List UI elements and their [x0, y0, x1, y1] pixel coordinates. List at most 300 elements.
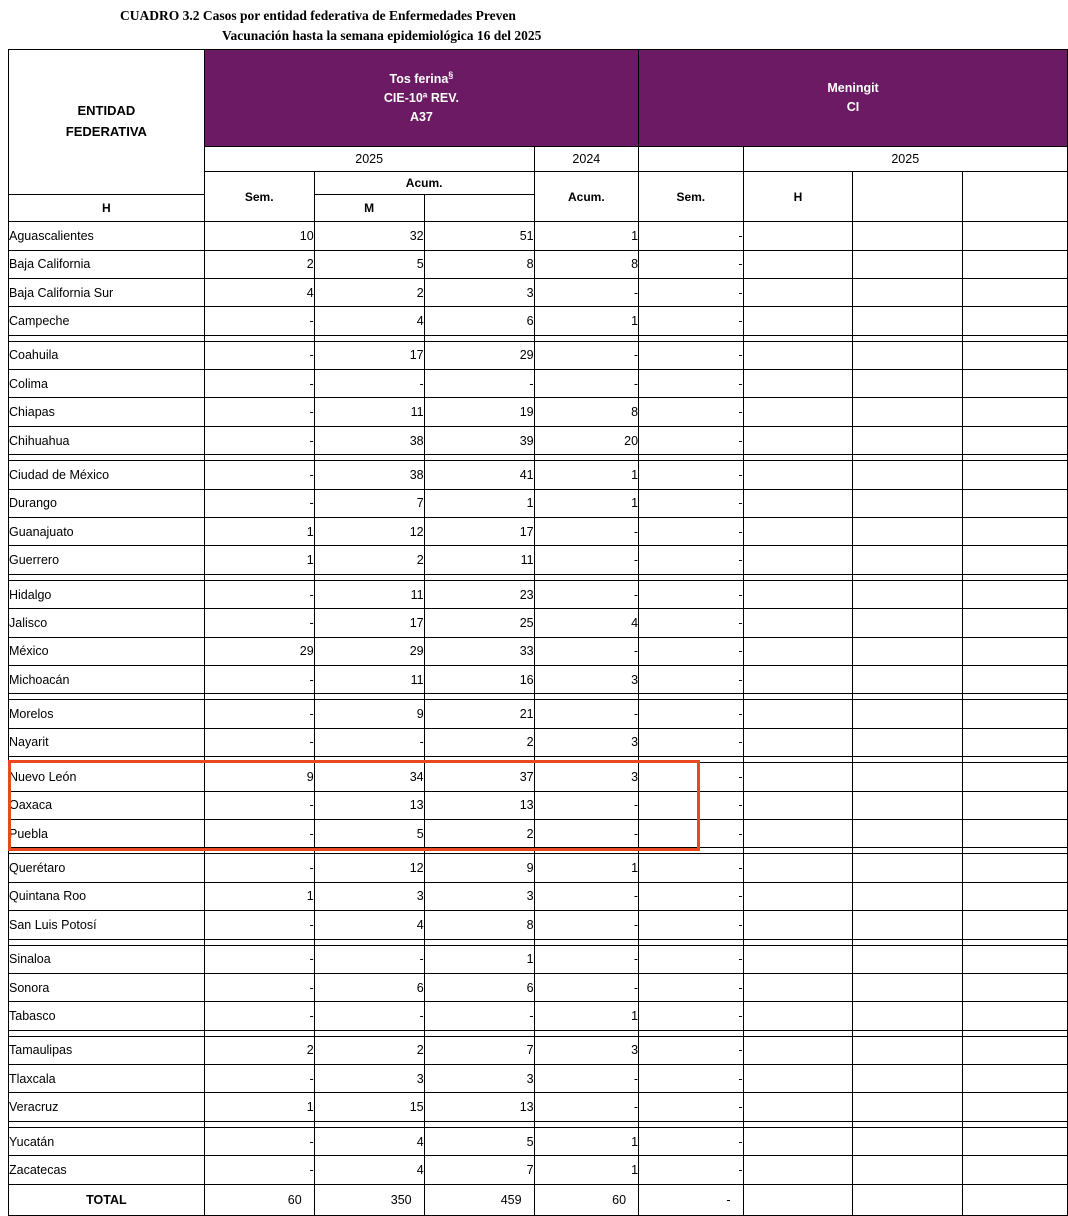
cell-acum-meningitis — [963, 854, 1068, 882]
cell-acum-2024-tos: 3 — [534, 728, 638, 756]
cell-m-meningitis — [853, 222, 963, 250]
cell-acum-2024-tos: 3 — [534, 1036, 638, 1064]
cell-h-meningitis — [743, 341, 853, 369]
cell-m-meningitis — [853, 637, 963, 665]
cell-m-tos: 13 — [424, 1093, 534, 1121]
title-line-2: Vacunación hasta la semana epidemiológica 16 del 2025 — [222, 27, 542, 43]
cell-h-meningitis — [743, 1093, 853, 1121]
cell-sem-tos: - — [204, 819, 314, 847]
title-line-1: CUADRO 3.2 Casos por entidad federativa de Enfermedades Preven — [120, 8, 516, 23]
cell-m-tos: 25 — [424, 609, 534, 637]
cell-sem-meningitis: - — [639, 665, 743, 693]
cell-m-tos: 6 — [424, 307, 534, 335]
cell-h-tos: 12 — [314, 518, 424, 546]
cell-m-meningitis — [853, 665, 963, 693]
cell-entidad: Sinaloa — [9, 945, 205, 973]
cell-sem-meningitis: - — [639, 791, 743, 819]
cell-h-tos: 7 — [314, 489, 424, 517]
cell-sem-tos: - — [204, 461, 314, 489]
cell-m-meningitis — [853, 700, 963, 728]
table-row — [9, 609, 1068, 637]
header-acum-meningitis — [963, 172, 1068, 222]
cell-m-meningitis — [853, 854, 963, 882]
cell-sem-tos: - — [204, 370, 314, 398]
cell-m-meningitis — [853, 911, 963, 939]
cell-sem-meningitis: - — [639, 1065, 743, 1093]
cell-h-tos: 11 — [314, 665, 424, 693]
cell-h-tos: 2 — [314, 1036, 424, 1064]
cell-entidad: Oaxaca — [9, 791, 205, 819]
cell-acum-meningitis — [963, 222, 1068, 250]
cell-m-tos: 37 — [424, 763, 534, 791]
cell-m-tos: 39 — [424, 426, 534, 454]
cell-acum-meningitis — [963, 546, 1068, 574]
cell-sem-tos: 4 — [204, 278, 314, 306]
cell-entidad: Zacatecas — [9, 1156, 205, 1184]
cell-h-meningitis — [743, 637, 853, 665]
cell-sem-meningitis: - — [639, 222, 743, 250]
table-header — [9, 50, 1068, 222]
cell-h-meningitis — [743, 882, 853, 910]
cell-sem-meningitis: - — [639, 728, 743, 756]
cell-m-meningitis — [853, 1036, 963, 1064]
header-sem-meningitis: Sem. — [639, 172, 743, 222]
cell-sem-tos: - — [204, 911, 314, 939]
cell-sem-tos: - — [204, 426, 314, 454]
cell-sem-tos: 2 — [204, 250, 314, 278]
cell-acum-2024-tos: - — [534, 791, 638, 819]
cell-sem-meningitis: - — [639, 1093, 743, 1121]
cell-sem-meningitis: - — [639, 426, 743, 454]
header-m-tos: M — [314, 195, 424, 222]
cell-m-tos: 41 — [424, 461, 534, 489]
cell-h-meningitis — [743, 518, 853, 546]
cell-entidad: Sonora — [9, 973, 205, 1001]
cell-h-meningitis — [743, 580, 853, 608]
table-row — [9, 819, 1068, 847]
header-entidad-federativa — [9, 50, 205, 195]
cell-sem-meningitis: - — [639, 341, 743, 369]
footnote-marker: § — [448, 70, 454, 81]
cell-acum-2024-tos: - — [534, 580, 638, 608]
cell-m-tos: 3 — [424, 882, 534, 910]
cell-m-tos: 13 — [424, 791, 534, 819]
cell-m-tos: - — [424, 370, 534, 398]
cell-acum-meningitis — [963, 1156, 1068, 1184]
cell-entidad: Durango — [9, 489, 205, 517]
cell-sem-meningitis: - — [639, 461, 743, 489]
cell-sem-tos: - — [204, 700, 314, 728]
cell-m-meningitis — [853, 945, 963, 973]
cell-sem-tos: - — [204, 1127, 314, 1155]
header-h-tos: H — [9, 195, 205, 222]
cell-acum-2024-tos: - — [534, 1065, 638, 1093]
cell-acum-2024-tos: - — [534, 882, 638, 910]
total-m-meningitis — [853, 1184, 963, 1215]
cell-m-tos: 51 — [424, 222, 534, 250]
cell-m-meningitis — [853, 609, 963, 637]
cell-m-meningitis — [853, 278, 963, 306]
cell-m-meningitis — [853, 791, 963, 819]
cell-h-tos: 15 — [314, 1093, 424, 1121]
table-row — [9, 222, 1068, 250]
cuadro-3-2-table — [8, 49, 1068, 1216]
cell-sem-meningitis: - — [639, 546, 743, 574]
cell-h-tos: 9 — [314, 700, 424, 728]
table-row — [9, 461, 1068, 489]
cell-acum-meningitis — [963, 945, 1068, 973]
cell-entidad: Querétaro — [9, 854, 205, 882]
cell-entidad: Tlaxcala — [9, 1065, 205, 1093]
cell-acum-2024-tos: 8 — [534, 398, 638, 426]
group-code-tos-ferina: A37 — [409, 110, 433, 125]
cell-acum-meningitis — [963, 250, 1068, 278]
cell-acum-2024-tos: - — [534, 1093, 638, 1121]
cell-acum-2024-tos: 8 — [534, 250, 638, 278]
cell-acum-2024-tos: 20 — [534, 426, 638, 454]
cell-sem-tos: - — [204, 665, 314, 693]
cell-sem-tos: - — [204, 791, 314, 819]
cell-sem-meningitis: - — [639, 763, 743, 791]
cell-acum-meningitis — [963, 700, 1068, 728]
cell-acum-2024-tos: 4 — [534, 609, 638, 637]
cell-m-meningitis — [853, 307, 963, 335]
cell-entidad: Baja California Sur — [9, 278, 205, 306]
table-row — [9, 580, 1068, 608]
group-name-meningitis: Meningit — [827, 81, 879, 96]
page-title — [0, 0, 720, 49]
cell-m-tos: 19 — [424, 398, 534, 426]
header-group-meningitis — [639, 50, 1068, 147]
cell-acum-2024-tos: - — [534, 819, 638, 847]
cell-m-meningitis — [853, 461, 963, 489]
header-year-2025-meningitis: 2025 — [743, 147, 1067, 172]
cell-entidad: Quintana Roo — [9, 882, 205, 910]
cell-sem-meningitis: - — [639, 307, 743, 335]
cell-sem-meningitis: - — [639, 1156, 743, 1184]
table-row — [9, 307, 1068, 335]
cell-entidad: Chihuahua — [9, 426, 205, 454]
cell-acum-meningitis — [963, 1036, 1068, 1064]
cell-m-meningitis — [853, 882, 963, 910]
cell-m-tos: 21 — [424, 700, 534, 728]
cell-entidad: Coahuila — [9, 341, 205, 369]
cell-acum-meningitis — [963, 489, 1068, 517]
cell-h-tos: - — [314, 1002, 424, 1030]
cell-m-tos: 6 — [424, 973, 534, 1001]
cell-sem-tos: - — [204, 973, 314, 1001]
cell-entidad: Nuevo León — [9, 763, 205, 791]
cell-h-tos: 4 — [314, 1156, 424, 1184]
cell-h-meningitis — [743, 665, 853, 693]
cell-acum-meningitis — [963, 398, 1068, 426]
table-footer — [9, 1184, 1068, 1215]
table-row — [9, 370, 1068, 398]
cell-m-meningitis — [853, 426, 963, 454]
cell-sem-tos: - — [204, 1065, 314, 1093]
cell-acum-2024-tos: 1 — [534, 1127, 638, 1155]
table-row — [9, 398, 1068, 426]
cell-m-meningitis — [853, 398, 963, 426]
cell-m-tos: 7 — [424, 1156, 534, 1184]
cell-h-tos: 2 — [314, 278, 424, 306]
cell-m-meningitis — [853, 1002, 963, 1030]
cell-h-meningitis — [743, 222, 853, 250]
cell-m-tos: 9 — [424, 854, 534, 882]
total-label: TOTAL — [9, 1184, 205, 1215]
cuadro-table-wrapper — [8, 49, 920, 1216]
cell-entidad: Hidalgo — [9, 580, 205, 608]
total-m-tos: 459 — [424, 1184, 534, 1215]
table-row — [9, 1036, 1068, 1064]
cell-h-meningitis — [743, 763, 853, 791]
header-year-2024-tos: 2024 — [534, 147, 638, 172]
cell-h-meningitis — [743, 1065, 853, 1093]
cell-h-meningitis — [743, 398, 853, 426]
total-h-meningitis — [743, 1184, 853, 1215]
cell-acum-meningitis — [963, 370, 1068, 398]
cell-entidad: Jalisco — [9, 609, 205, 637]
cell-h-tos: 4 — [314, 1127, 424, 1155]
cell-h-tos: 17 — [314, 341, 424, 369]
cell-acum-2024-tos: - — [534, 370, 638, 398]
cell-h-meningitis — [743, 945, 853, 973]
cell-sem-tos: 9 — [204, 763, 314, 791]
header-group-tos-ferina — [204, 50, 638, 147]
cell-h-meningitis — [743, 973, 853, 1001]
cell-sem-meningitis: - — [639, 278, 743, 306]
cell-m-meningitis — [853, 580, 963, 608]
cell-h-meningitis — [743, 854, 853, 882]
cell-acum-2024-tos: - — [534, 945, 638, 973]
header-m-meningitis — [853, 172, 963, 222]
table-row — [9, 250, 1068, 278]
cell-acum-2024-tos: 1 — [534, 222, 638, 250]
cell-h-meningitis — [743, 609, 853, 637]
cell-h-meningitis — [743, 819, 853, 847]
cell-entidad: México — [9, 637, 205, 665]
cell-sem-meningitis: - — [639, 1036, 743, 1064]
cell-acum-2024-tos: 1 — [534, 307, 638, 335]
cell-entidad: Guerrero — [9, 546, 205, 574]
cell-m-meningitis — [853, 250, 963, 278]
cell-m-meningitis — [853, 1065, 963, 1093]
cell-sem-tos: - — [204, 1156, 314, 1184]
table-row — [9, 1002, 1068, 1030]
cell-sem-tos: 29 — [204, 637, 314, 665]
cell-entidad: Chiapas — [9, 398, 205, 426]
cell-entidad: Colima — [9, 370, 205, 398]
cell-acum-meningitis — [963, 1002, 1068, 1030]
cell-h-meningitis — [743, 278, 853, 306]
table-row — [9, 489, 1068, 517]
cell-acum-2024-tos: 1 — [534, 854, 638, 882]
cell-h-tos: - — [314, 370, 424, 398]
cell-h-meningitis — [743, 370, 853, 398]
cell-m-tos: - — [424, 1002, 534, 1030]
cell-sem-meningitis: - — [639, 1127, 743, 1155]
cell-h-meningitis — [743, 426, 853, 454]
cell-acum-meningitis — [963, 637, 1068, 665]
table-row — [9, 278, 1068, 306]
cell-entidad: Yucatán — [9, 1127, 205, 1155]
cell-sem-meningitis: - — [639, 911, 743, 939]
cell-h-tos: 4 — [314, 911, 424, 939]
table-row — [9, 637, 1068, 665]
total-sem-tos: 60 — [204, 1184, 314, 1215]
cell-h-meningitis — [743, 911, 853, 939]
cell-h-tos: 32 — [314, 222, 424, 250]
cell-acum-meningitis — [963, 426, 1068, 454]
total-row — [9, 1184, 1068, 1215]
cell-sem-tos: - — [204, 1002, 314, 1030]
cell-m-meningitis — [853, 489, 963, 517]
cell-h-meningitis — [743, 1156, 853, 1184]
cell-sem-tos: - — [204, 854, 314, 882]
cell-acum-meningitis — [963, 461, 1068, 489]
cell-m-meningitis — [853, 1127, 963, 1155]
cell-h-meningitis — [743, 1127, 853, 1155]
cell-sem-tos: 1 — [204, 1093, 314, 1121]
cell-acum-2024-tos: - — [534, 637, 638, 665]
cell-sem-meningitis: - — [639, 489, 743, 517]
table-row — [9, 973, 1068, 1001]
cell-acum-2024-tos: 3 — [534, 763, 638, 791]
cell-sem-tos: - — [204, 945, 314, 973]
cell-entidad: San Luis Potosí — [9, 911, 205, 939]
cell-h-meningitis — [743, 489, 853, 517]
cell-h-meningitis — [743, 728, 853, 756]
header-entidad-line1: ENTIDAD — [77, 103, 136, 119]
cell-m-meningitis — [853, 1156, 963, 1184]
cell-m-tos: 1 — [424, 489, 534, 517]
cell-acum-meningitis — [963, 518, 1068, 546]
cell-m-tos: 7 — [424, 1036, 534, 1064]
cell-m-tos: 23 — [424, 580, 534, 608]
table-row — [9, 1156, 1068, 1184]
cell-h-tos: 6 — [314, 973, 424, 1001]
cell-h-meningitis — [743, 546, 853, 574]
cell-acum-meningitis — [963, 882, 1068, 910]
cell-entidad: Tamaulipas — [9, 1036, 205, 1064]
header-h-meningitis: H — [743, 172, 853, 222]
cell-acum-2024-tos: - — [534, 973, 638, 1001]
cell-h-tos: 2 — [314, 546, 424, 574]
cell-sem-tos: - — [204, 489, 314, 517]
table-row — [9, 426, 1068, 454]
cell-h-tos: 34 — [314, 763, 424, 791]
cell-h-tos: 11 — [314, 580, 424, 608]
cell-sem-meningitis: - — [639, 398, 743, 426]
cell-sem-meningitis: - — [639, 882, 743, 910]
cell-acum-2024-tos: - — [534, 911, 638, 939]
cell-m-meningitis — [853, 819, 963, 847]
cell-sem-tos: - — [204, 307, 314, 335]
table-row — [9, 665, 1068, 693]
cell-acum-2024-tos: - — [534, 546, 638, 574]
cell-entidad: Nayarit — [9, 728, 205, 756]
cell-acum-meningitis — [963, 1065, 1068, 1093]
table-row — [9, 911, 1068, 939]
table-row — [9, 763, 1068, 791]
cell-acum-meningitis — [963, 307, 1068, 335]
total-acum-2024-tos: 60 — [534, 1184, 638, 1215]
cell-m-tos: 3 — [424, 1065, 534, 1093]
total-acum-meningitis — [963, 1184, 1068, 1215]
cell-m-meningitis — [853, 1093, 963, 1121]
table-body — [9, 222, 1068, 1185]
cell-sem-tos: - — [204, 341, 314, 369]
cell-sem-meningitis: - — [639, 580, 743, 608]
cell-acum-meningitis — [963, 1093, 1068, 1121]
cell-h-tos: 5 — [314, 250, 424, 278]
cell-h-tos: 4 — [314, 307, 424, 335]
cell-sem-tos: 10 — [204, 222, 314, 250]
table-row — [9, 1127, 1068, 1155]
total-h-tos: 350 — [314, 1184, 424, 1215]
cell-h-tos: - — [314, 945, 424, 973]
cell-sem-meningitis: - — [639, 973, 743, 1001]
cell-h-tos: 3 — [314, 882, 424, 910]
cell-entidad: Morelos — [9, 700, 205, 728]
cell-m-tos: 5 — [424, 1127, 534, 1155]
cell-sem-tos: - — [204, 728, 314, 756]
cell-m-meningitis — [853, 341, 963, 369]
cell-sem-meningitis: - — [639, 1002, 743, 1030]
table-row — [9, 518, 1068, 546]
cell-sem-meningitis: - — [639, 854, 743, 882]
cell-m-tos: 1 — [424, 945, 534, 973]
cell-acum-meningitis — [963, 609, 1068, 637]
cell-h-meningitis — [743, 700, 853, 728]
table-row — [9, 791, 1068, 819]
cell-acum-2024-tos: - — [534, 518, 638, 546]
cell-acum-meningitis — [963, 580, 1068, 608]
cell-acum-meningitis — [963, 819, 1068, 847]
table-row — [9, 854, 1068, 882]
cell-acum-meningitis — [963, 1127, 1068, 1155]
table-row — [9, 1093, 1068, 1121]
cell-entidad: Baja California — [9, 250, 205, 278]
cell-entidad: Guanajuato — [9, 518, 205, 546]
cell-entidad: Veracruz — [9, 1093, 205, 1121]
cell-sem-meningitis: - — [639, 700, 743, 728]
cell-h-meningitis — [743, 461, 853, 489]
cell-m-tos: 33 — [424, 637, 534, 665]
header-sem-tos: Sem. — [204, 172, 314, 222]
cell-h-tos: 11 — [314, 398, 424, 426]
cell-acum-meningitis — [963, 728, 1068, 756]
cell-acum-meningitis — [963, 791, 1068, 819]
cell-acum-2024-tos: - — [534, 341, 638, 369]
cell-h-tos: 17 — [314, 609, 424, 637]
cell-acum-meningitis — [963, 341, 1068, 369]
group-cie-tos-ferina: CIE-10ª REV. — [383, 91, 459, 106]
cell-sem-meningitis: - — [639, 250, 743, 278]
header-acum-tos-2025: Acum. — [314, 172, 534, 195]
header-acum-tos-2024: Acum. — [534, 172, 638, 222]
cell-h-tos: 38 — [314, 426, 424, 454]
table-row — [9, 700, 1068, 728]
cell-h-tos: 29 — [314, 637, 424, 665]
table-row — [9, 1065, 1068, 1093]
cell-h-meningitis — [743, 250, 853, 278]
cell-m-meningitis — [853, 728, 963, 756]
cell-acum-2024-tos: 1 — [534, 461, 638, 489]
cell-acum-2024-tos: - — [534, 700, 638, 728]
cell-sem-meningitis: - — [639, 945, 743, 973]
cell-m-tos: 17 — [424, 518, 534, 546]
